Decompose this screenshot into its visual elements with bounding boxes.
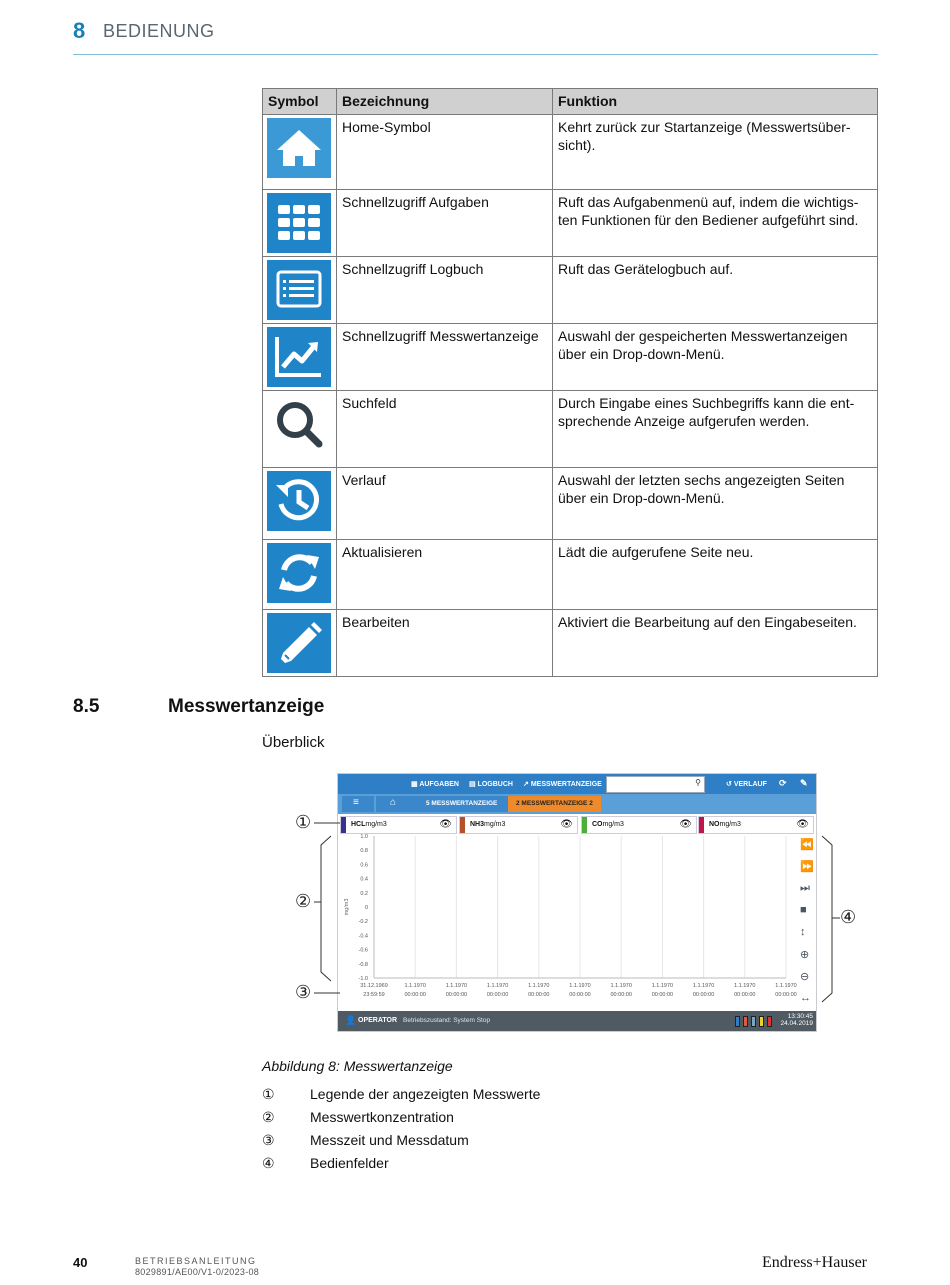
x-tick-time: 00:00:00	[775, 992, 797, 998]
menu-icon: ≡	[353, 797, 359, 808]
legend-list-text: Legende der angezeigten Messwerte	[310, 1086, 541, 1102]
x-tick-date: 1.1.1970	[775, 983, 797, 989]
legend-list-mark: ③	[262, 1132, 275, 1148]
legend-unit: mg/m3	[602, 821, 624, 828]
y-tick-label: 1.0	[360, 834, 368, 840]
legend-unit: mg/m3	[719, 821, 741, 828]
toolbar-tasks-label: AUFGABEN	[419, 781, 459, 788]
callout-2: ②	[295, 891, 312, 911]
legend-list-mark: ②	[262, 1109, 275, 1125]
eye-icon[interactable]: 👁	[796, 819, 809, 830]
table-cell-function: Ruft das Aufgabenmenü auf, indem die wichtigs- ten Funktionen für den Bediener aufgeführt sind.	[553, 190, 878, 257]
table-cell-name: Suchfeld	[337, 391, 553, 468]
table-cell-function: Lädt die aufgerufene Seite neu.	[553, 540, 878, 610]
table-cell-name: Schnellzugriff Aufgaben	[337, 190, 553, 257]
x-tick-time: 00:00:00	[404, 992, 426, 998]
table-cell-function: Kehrt zurück zur Startanzeige (Messwertsüber- sicht).	[553, 115, 878, 190]
x-tick-date: 1.1.1970	[692, 983, 715, 989]
breadcrumb-first[interactable]: 5 MESSWERTANZEIGE	[416, 796, 508, 812]
x-tick-time: 00:00:00	[651, 992, 674, 998]
toolbar-history-label: VERLAUF	[733, 781, 767, 788]
y-tick-label: -0.6	[358, 947, 368, 954]
user-icon: 👤	[345, 1015, 357, 1025]
x-tick-date: 1.1.1970	[569, 983, 591, 989]
header-function: Funktion	[553, 89, 878, 115]
legend-name: NH3	[470, 821, 485, 828]
vertical-resize-icon[interactable]: ↕	[800, 926, 806, 938]
breadcrumb-current[interactable]: 2 MESSWERTANZEIGE 2	[508, 796, 601, 812]
legend-list-text: Bedienfelder	[310, 1155, 389, 1171]
status-date: 24.04.2019	[780, 1020, 813, 1027]
refresh-icon[interactable]: ⟳	[779, 778, 787, 788]
x-tick-date: 1.1.1970	[610, 983, 632, 989]
y-tick-label: 0.4	[360, 876, 368, 883]
table-cell-function: Auswahl der letzten sechs angezeigten Seiten über ein Drop-down-Menü.	[553, 468, 878, 540]
eye-icon[interactable]: 👁	[679, 819, 692, 830]
page-number: 40	[73, 1255, 88, 1270]
zoom-in-icon[interactable]: ⊕	[800, 949, 810, 961]
toolbar-logbook-label: LOGBUCH	[477, 781, 513, 788]
toolbar-display-label: MESSWERTANZEIGE	[530, 781, 602, 788]
table-cell-name: Verlauf	[337, 468, 553, 540]
search-icon: ⚲	[695, 778, 701, 787]
x-tick-time: 00:00:00	[569, 992, 591, 998]
subsection-title: Überblick	[262, 734, 325, 751]
y-tick-label: 0	[364, 905, 368, 911]
legend-list-mark: ④	[262, 1155, 275, 1171]
table-cell-function: Auswahl der gespeicherten Messwertanzeigen über ein Drop-down-Menü.	[553, 324, 878, 391]
legend-unit: mg/m3	[365, 821, 387, 828]
callout-1: ①	[295, 812, 312, 832]
eye-icon[interactable]: 👁	[560, 819, 573, 830]
horizontal-resize-icon[interactable]: ↔	[800, 992, 811, 1004]
x-tick-date: 1.1.1970	[404, 983, 426, 989]
brand-logo: Endress+Hauser	[762, 1254, 867, 1271]
x-tick-time: 00:00:00	[734, 992, 756, 998]
toolbar-tasks[interactable]: ▦ AUFGABEN	[411, 781, 459, 788]
section-title: Messwertanzeige	[168, 696, 325, 717]
x-tick-date: 1.1.1970	[486, 983, 509, 989]
x-tick-date: 1.1.1970	[445, 983, 468, 989]
toolbar-history[interactable]: ↺ VERLAUF	[726, 781, 767, 788]
operator-label: OPERATOR	[358, 1017, 398, 1024]
y-tick-label: 0.2	[360, 890, 368, 897]
x-tick-date: 1.1.1970	[528, 983, 550, 989]
rewind-icon[interactable]: ⏪	[800, 839, 814, 851]
zoom-out-icon[interactable]: ⊖	[800, 971, 810, 983]
y-tick-label: 0.8	[360, 848, 368, 855]
table-cell-function: Aktiviert die Bearbeitung auf den Eingabeseiten.	[553, 610, 878, 677]
y-tick-label: -0.4	[358, 933, 368, 940]
document-type: BETRIEBSANLEITUNG	[135, 1256, 257, 1266]
figure-caption: Abbildung 8: Messwertanzeige	[262, 1058, 453, 1074]
callout-3: ③	[295, 982, 312, 1002]
legend-name: HCL	[351, 821, 366, 828]
legend-list-mark: ①	[262, 1086, 275, 1102]
x-tick-date: 1.1.1970	[734, 983, 756, 989]
home-icon: ⌂	[390, 797, 397, 808]
toolbar-logbook[interactable]: ▤ LOGBUCH	[469, 781, 513, 788]
legend-name: CO	[592, 821, 603, 828]
toolbar-display[interactable]: ↗ MESSWERTANZEIGE	[523, 781, 602, 788]
legend-list-text: Messwertkonzentration	[310, 1109, 454, 1125]
x-tick-time: 23:59:59	[363, 992, 385, 998]
section-number: 8.5	[73, 696, 100, 717]
table-cell-name: Schnellzugriff Logbuch	[337, 257, 553, 324]
document-code: 8029891/AE00/V1-0/2023-08	[135, 1267, 260, 1277]
x-tick-time: 00:00:00	[610, 992, 632, 998]
x-tick-time: 00:00:00	[528, 992, 550, 998]
y-tick-label: -0.2	[358, 919, 368, 926]
y-tick-label: -1.0	[358, 976, 368, 982]
y-axis-label: mg/m3	[344, 898, 350, 916]
skip-end-icon[interactable]: ⏭	[800, 882, 810, 894]
x-tick-date: 1.1.1970	[651, 983, 674, 989]
legend-unit: mg/m3	[484, 821, 506, 828]
stop-icon[interactable]: ■	[800, 904, 807, 916]
forward-icon[interactable]: ⏩	[800, 861, 814, 873]
y-tick-label: 0.6	[360, 862, 368, 869]
x-tick-time: 00:00:00	[445, 992, 468, 998]
callout-4: ④	[840, 907, 857, 927]
legend-list-text: Messzeit und Messdatum	[310, 1132, 469, 1148]
pencil-icon[interactable]: ✎	[800, 778, 808, 788]
y-tick-label: -0.8	[358, 961, 368, 968]
header-name: Bezeichnung	[337, 89, 553, 115]
table-cell-function: Durch Eingabe eines Suchbegriffs kann die ent- sprechende Anzeige aufgerufen werden.	[553, 391, 878, 468]
legend-name: NO	[709, 821, 720, 828]
table-cell-name: Schnellzugriff Messwertanzeige	[337, 324, 553, 391]
table-cell-name: Home-Symbol	[337, 115, 553, 190]
status-time: 13:30:45	[787, 1013, 813, 1020]
x-tick-date: 31.12.1969	[360, 983, 388, 989]
chapter-title: BEDIENUNG	[103, 21, 215, 41]
eye-icon[interactable]: 👁	[439, 819, 452, 830]
x-tick-time: 00:00:00	[692, 992, 715, 998]
x-tick-time: 00:00:00	[486, 992, 509, 998]
operating-state: Betriebszustand: System Stop	[403, 1017, 491, 1024]
header-symbol: Symbol	[263, 89, 337, 115]
table-cell-name: Bearbeiten	[337, 610, 553, 677]
table-cell-function: Ruft das Gerätelogbuch auf.	[553, 257, 878, 324]
table-cell-name: Aktualisieren	[337, 540, 553, 610]
chapter-number: 8	[73, 18, 86, 43]
